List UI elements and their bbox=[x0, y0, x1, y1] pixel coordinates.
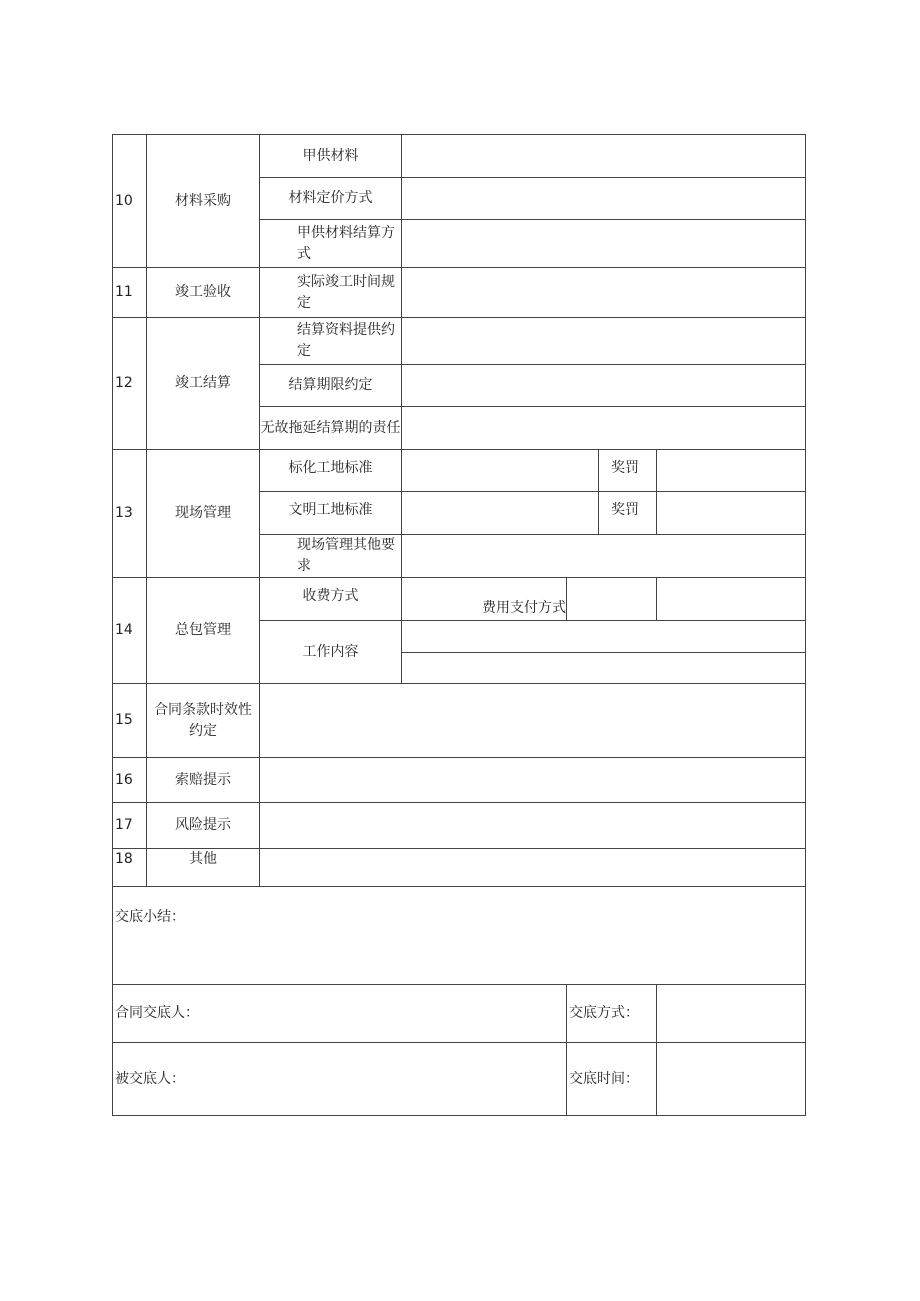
contract-briefing-form bbox=[112, 134, 805, 1117]
table-row bbox=[113, 318, 806, 365]
value-cell[interactable] bbox=[260, 684, 806, 758]
value-cell[interactable] bbox=[402, 318, 806, 365]
item-label: 甲供材料 bbox=[260, 135, 402, 178]
penalty-label: 奖罚 bbox=[599, 450, 657, 492]
table-row bbox=[113, 268, 806, 318]
row-category: 材料采购 bbox=[147, 135, 260, 268]
item-label: 结算期限约定 bbox=[260, 365, 402, 407]
row-category: 竣工验收 bbox=[147, 268, 260, 318]
item-label: 文明工地标准 bbox=[260, 492, 402, 535]
item-label: 结算资料提供约定 bbox=[260, 318, 402, 365]
contract-presenter-label[interactable]: 合同交底人： bbox=[113, 985, 567, 1043]
row-category: 其他 bbox=[147, 849, 260, 887]
recipient-label[interactable]: 被交底人： bbox=[113, 1043, 567, 1116]
item-label: 实际竣工时间规定 bbox=[260, 268, 402, 318]
value-cell[interactable] bbox=[260, 803, 806, 849]
value-cell[interactable] bbox=[402, 178, 806, 220]
briefing-table bbox=[112, 134, 806, 1116]
item-label: 甲供材料结算方式 bbox=[260, 220, 402, 268]
value-cell[interactable] bbox=[260, 849, 806, 887]
value-cell[interactable] bbox=[402, 621, 806, 653]
table-row bbox=[113, 684, 806, 758]
row-number: 13 bbox=[113, 450, 147, 578]
row-number: 15 bbox=[113, 684, 147, 758]
value-cell[interactable] bbox=[402, 492, 599, 535]
row-number: 16 bbox=[113, 758, 147, 803]
method-value[interactable] bbox=[657, 985, 806, 1043]
method-label: 交底方式： bbox=[567, 985, 657, 1043]
item-label: 工作内容 bbox=[260, 621, 402, 684]
time-label: 交底时间： bbox=[567, 1043, 657, 1116]
penalty-label: 奖罚 bbox=[599, 492, 657, 535]
table-row bbox=[113, 578, 806, 621]
item-label: 无故拖延结算期的责任 bbox=[260, 407, 402, 450]
payment-extra-value[interactable] bbox=[657, 578, 806, 621]
row-category: 现场管理 bbox=[147, 450, 260, 578]
payment-method-value[interactable] bbox=[567, 578, 657, 621]
value-cell[interactable] bbox=[260, 758, 806, 803]
table-row bbox=[113, 135, 806, 178]
row-category: 总包管理 bbox=[147, 578, 260, 684]
row-category: 竣工结算 bbox=[147, 318, 260, 450]
value-cell[interactable] bbox=[402, 653, 806, 684]
summary-row bbox=[113, 887, 806, 985]
row-number: 12 bbox=[113, 318, 147, 450]
row-number: 18 bbox=[113, 849, 147, 887]
footer-row bbox=[113, 1043, 806, 1116]
item-label: 现场管理其他要求 bbox=[260, 535, 402, 578]
payment-method-label: 费用支付方式 bbox=[402, 578, 567, 621]
footer-row bbox=[113, 985, 806, 1043]
table-row bbox=[113, 803, 806, 849]
value-cell[interactable] bbox=[402, 268, 806, 318]
row-category: 合同条款时效性约定 bbox=[147, 684, 260, 758]
row-category: 索赔提示 bbox=[147, 758, 260, 803]
penalty-value[interactable] bbox=[657, 492, 806, 535]
value-cell[interactable] bbox=[402, 220, 806, 268]
penalty-value[interactable] bbox=[657, 450, 806, 492]
time-value[interactable] bbox=[657, 1043, 806, 1116]
table-row bbox=[113, 450, 806, 492]
row-number: 10 bbox=[113, 135, 147, 268]
value-cell[interactable] bbox=[402, 135, 806, 178]
row-number: 11 bbox=[113, 268, 147, 318]
row-number: 14 bbox=[113, 578, 147, 684]
item-label: 材料定价方式 bbox=[260, 178, 402, 220]
item-label: 标化工地标准 bbox=[260, 450, 402, 492]
table-row bbox=[113, 849, 806, 887]
row-number: 17 bbox=[113, 803, 147, 849]
summary-label[interactable]: 交底小结： bbox=[113, 887, 806, 985]
table-row bbox=[113, 758, 806, 803]
item-label: 收费方式 bbox=[260, 578, 402, 621]
row-category: 风险提示 bbox=[147, 803, 260, 849]
value-cell[interactable] bbox=[402, 535, 806, 578]
value-cell[interactable] bbox=[402, 407, 806, 450]
value-cell[interactable] bbox=[402, 365, 806, 407]
value-cell[interactable] bbox=[402, 450, 599, 492]
